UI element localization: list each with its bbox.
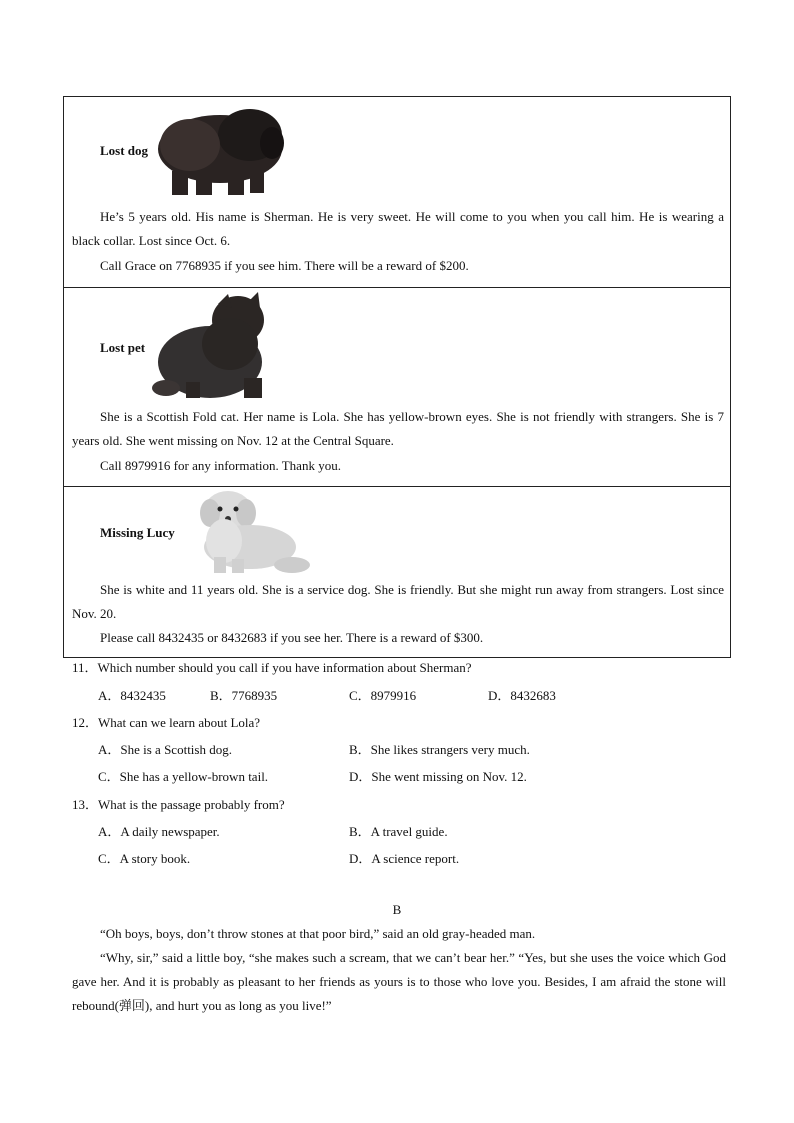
section-heading: B bbox=[392, 902, 402, 917]
ad-box-missing-lucy bbox=[63, 486, 731, 658]
question-12: 12．What can we learn about Lola? bbox=[72, 715, 261, 730]
ad-title: Missing Lucy bbox=[100, 525, 175, 540]
ad-paragraph: Please call 8432435 or 8432683 if you see her. There is a reward of $300. bbox=[100, 630, 484, 645]
option-a: A．8432435 bbox=[98, 688, 166, 703]
question-13: 13．What is the passage probably from? bbox=[72, 797, 285, 812]
ad-title: Lost dog bbox=[100, 143, 149, 158]
ad-paragraph: She is white and 11 years old. She is a service dog. She is friendly. But she might run away from strangers. Lost since Nov. 20. bbox=[72, 582, 724, 621]
option-d: D．A science report. bbox=[349, 851, 460, 866]
black-puppy-photo bbox=[150, 105, 290, 201]
option-d: D．She went missing on Nov. 12. bbox=[349, 769, 527, 784]
story-paragraph: “Why, sir,” said a little boy, “she makes such a scream, that we can’t bear her.” “Yes, but she uses the voice which God gave her. And it is probably as pleasant to her friends as yours is to those who love you. Besides, I am afraid the stone will rebound(弹回), and hurt you as long as you live!” bbox=[72, 950, 726, 1013]
option-c: C．A story book. bbox=[98, 851, 191, 866]
ad-paragraph: Call Grace on 7768935 if you see him. There will be a reward of $200. bbox=[100, 258, 469, 273]
story-paragraph: “Oh boys, boys, don’t throw stones at that poor bird,” said an old gray-headed man. bbox=[100, 926, 536, 941]
ad-title: Lost pet bbox=[100, 340, 146, 355]
ad-box-lost-dog bbox=[63, 96, 731, 288]
question-11: 11．Which number should you call if you have information about Sherman? bbox=[72, 660, 472, 675]
option-a: A．A daily newspaper. bbox=[98, 824, 220, 839]
option-b: B．7768935 bbox=[210, 688, 278, 703]
option-d: D．8432683 bbox=[488, 688, 556, 703]
ad-box-lost-pet bbox=[63, 287, 731, 487]
dark-cat-photo bbox=[148, 292, 288, 402]
white-dog-photo bbox=[180, 489, 316, 575]
ad-paragraph: He’s 5 years old. His name is Sherman. He is very sweet. He will come to you when you call him. He is wearing a black collar. Lost since Oct. 6. bbox=[72, 209, 724, 248]
option-b: B．A travel guide. bbox=[349, 824, 448, 839]
ad-paragraph: She is a Scottish Fold cat. Her name is Lola. She has yellow-brown eyes. She is not friendly with strangers. She is 7 years old. She went missing on Nov. 12 at the Central Square. bbox=[72, 409, 724, 448]
option-a: A．She is a Scottish dog. bbox=[98, 742, 232, 757]
ad-paragraph: Call 8979916 for any information. Thank you. bbox=[100, 458, 341, 473]
option-b: B．She likes strangers very much. bbox=[349, 742, 530, 757]
option-c: C．8979916 bbox=[349, 688, 417, 703]
option-c: C．She has a yellow-brown tail. bbox=[98, 769, 269, 784]
